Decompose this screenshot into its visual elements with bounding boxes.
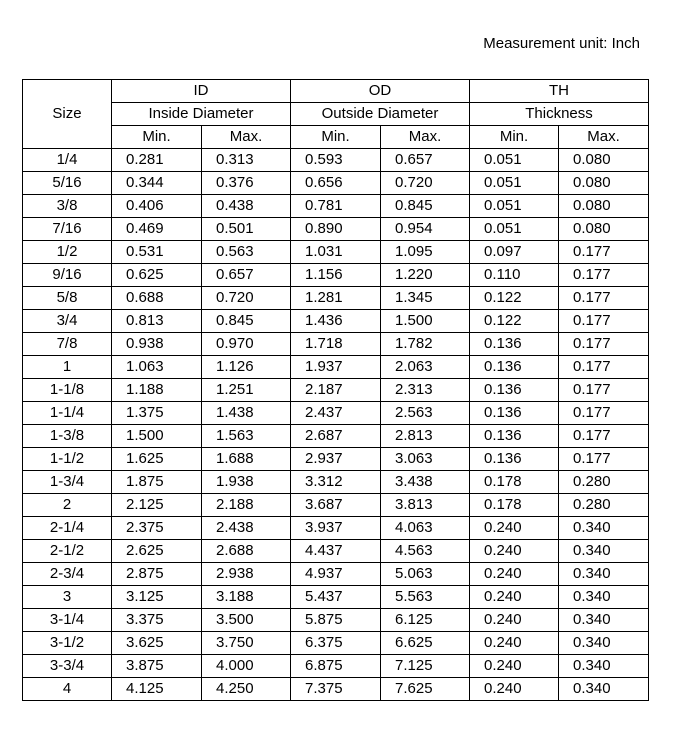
th-max-cell: 0.177 [559, 402, 649, 425]
size-cell: 3/4 [23, 310, 112, 333]
size-cell: 1-1/2 [23, 448, 112, 471]
th-max-cell: 0.177 [559, 379, 649, 402]
th-max-cell: 0.080 [559, 172, 649, 195]
id-max-cell: 0.657 [202, 264, 291, 287]
od-min-cell: 3.937 [291, 517, 381, 540]
table-row [23, 586, 649, 609]
th-min-cell: 0.240 [470, 655, 559, 678]
od-max-cell: 1.095 [381, 241, 470, 264]
th-min-cell: 0.240 [470, 609, 559, 632]
size-cell: 2 [23, 494, 112, 517]
size-cell: 9/16 [23, 264, 112, 287]
id-max-cell: 0.501 [202, 218, 291, 241]
th-max-cell: 0.080 [559, 149, 649, 172]
id-max-cell: 0.563 [202, 241, 291, 264]
od-min-cell: 2.437 [291, 402, 381, 425]
id-min-cell: 0.813 [112, 310, 202, 333]
id-min-cell: 0.281 [112, 149, 202, 172]
id-min-cell: 3.125 [112, 586, 202, 609]
th-max-cell: 0.177 [559, 448, 649, 471]
th-max-cell: 0.340 [559, 632, 649, 655]
table-row [23, 310, 649, 333]
size-cell: 7/16 [23, 218, 112, 241]
size-cell: 1-3/8 [23, 425, 112, 448]
size-cell: 5/16 [23, 172, 112, 195]
od-max-cell: 2.813 [381, 425, 470, 448]
measurement-unit-label: Measurement unit: Inch [483, 35, 640, 52]
od-min-cell: 5.875 [291, 609, 381, 632]
size-cell: 2-3/4 [23, 563, 112, 586]
id-max-cell: 2.188 [202, 494, 291, 517]
th-min-cell: 0.240 [470, 563, 559, 586]
table-row [23, 218, 649, 241]
id-min-cell: 0.938 [112, 333, 202, 356]
id-min-cell: 2.125 [112, 494, 202, 517]
size-cell: 3-3/4 [23, 655, 112, 678]
size-cell: 4 [23, 678, 112, 701]
id-max-cell: 0.438 [202, 195, 291, 218]
od-min-cell: 6.375 [291, 632, 381, 655]
th-header: TH [470, 80, 649, 103]
th-min-cell: 0.178 [470, 471, 559, 494]
od-min-cell: 2.937 [291, 448, 381, 471]
th-min-cell: 0.097 [470, 241, 559, 264]
table-row [23, 563, 649, 586]
th-min-cell: 0.110 [470, 264, 559, 287]
header-row-minmax [23, 126, 649, 149]
od-min-header: Min. [291, 126, 381, 149]
id-min-cell: 1.375 [112, 402, 202, 425]
th-max-cell: 0.080 [559, 218, 649, 241]
od-max-cell: 3.063 [381, 448, 470, 471]
id-max-cell: 1.688 [202, 448, 291, 471]
id-min-cell: 1.188 [112, 379, 202, 402]
od-max-cell: 1.500 [381, 310, 470, 333]
size-table [22, 79, 649, 701]
th-min-cell: 0.136 [470, 425, 559, 448]
table-row [23, 356, 649, 379]
size-cell: 1-3/4 [23, 471, 112, 494]
th-max-cell: 0.340 [559, 655, 649, 678]
th-max-cell: 0.177 [559, 333, 649, 356]
th-min-cell: 0.122 [470, 287, 559, 310]
id-min-cell: 4.125 [112, 678, 202, 701]
th-min-cell: 0.136 [470, 402, 559, 425]
th-min-cell: 0.240 [470, 586, 559, 609]
th-min-cell: 0.240 [470, 517, 559, 540]
od-min-cell: 4.937 [291, 563, 381, 586]
id-max-cell: 3.188 [202, 586, 291, 609]
id-max-cell: 3.750 [202, 632, 291, 655]
od-min-cell: 1.718 [291, 333, 381, 356]
th-max-cell: 0.340 [559, 678, 649, 701]
id-max-cell: 1.438 [202, 402, 291, 425]
id-min-cell: 0.344 [112, 172, 202, 195]
id-min-cell: 1.063 [112, 356, 202, 379]
id-min-cell: 0.688 [112, 287, 202, 310]
od-max-cell: 4.563 [381, 540, 470, 563]
table-row [23, 517, 649, 540]
size-cell: 7/8 [23, 333, 112, 356]
od-max-cell: 6.125 [381, 609, 470, 632]
th-min-cell: 0.240 [470, 632, 559, 655]
od-max-cell: 5.063 [381, 563, 470, 586]
id-header: ID [112, 80, 291, 103]
id-max-cell: 2.938 [202, 563, 291, 586]
table-row [23, 287, 649, 310]
id-max-cell: 4.000 [202, 655, 291, 678]
od-min-cell: 7.375 [291, 678, 381, 701]
size-cell: 3-1/2 [23, 632, 112, 655]
th-max-cell: 0.177 [559, 425, 649, 448]
th-max-cell: 0.280 [559, 471, 649, 494]
od-min-cell: 1.281 [291, 287, 381, 310]
id-max-cell: 1.251 [202, 379, 291, 402]
id-max-cell: 2.688 [202, 540, 291, 563]
size-cell: 1/2 [23, 241, 112, 264]
od-max-cell: 3.813 [381, 494, 470, 517]
th-min-cell: 0.136 [470, 356, 559, 379]
od-min-cell: 1.156 [291, 264, 381, 287]
size-cell: 3 [23, 586, 112, 609]
id-min-cell: 0.406 [112, 195, 202, 218]
id-max-cell: 0.845 [202, 310, 291, 333]
table-row [23, 655, 649, 678]
th-max-cell: 0.177 [559, 241, 649, 264]
outside-diameter-header: Outside Diameter [291, 103, 470, 126]
od-max-header: Max. [381, 126, 470, 149]
table-row [23, 448, 649, 471]
th-max-cell: 0.177 [559, 356, 649, 379]
table-row [23, 333, 649, 356]
od-min-cell: 1.436 [291, 310, 381, 333]
th-max-cell: 0.340 [559, 563, 649, 586]
th-min-cell: 0.051 [470, 149, 559, 172]
th-min-cell: 0.122 [470, 310, 559, 333]
th-max-cell: 0.280 [559, 494, 649, 517]
od-min-cell: 6.875 [291, 655, 381, 678]
id-min-header: Min. [112, 126, 202, 149]
od-min-cell: 3.687 [291, 494, 381, 517]
id-max-cell: 2.438 [202, 517, 291, 540]
id-max-cell: 0.376 [202, 172, 291, 195]
id-min-cell: 0.625 [112, 264, 202, 287]
od-max-cell: 0.657 [381, 149, 470, 172]
size-cell: 3-1/4 [23, 609, 112, 632]
od-min-cell: 1.031 [291, 241, 381, 264]
th-max-cell: 0.340 [559, 586, 649, 609]
size-cell: 1-1/4 [23, 402, 112, 425]
id-max-cell: 1.938 [202, 471, 291, 494]
table-row [23, 609, 649, 632]
od-min-cell: 1.937 [291, 356, 381, 379]
od-min-cell: 0.593 [291, 149, 381, 172]
size-cell: 2-1/4 [23, 517, 112, 540]
th-max-cell: 0.177 [559, 310, 649, 333]
od-max-cell: 1.782 [381, 333, 470, 356]
th-min-cell: 0.136 [470, 448, 559, 471]
id-max-header: Max. [202, 126, 291, 149]
od-max-cell: 7.125 [381, 655, 470, 678]
id-min-cell: 0.531 [112, 241, 202, 264]
size-cell: 1-1/8 [23, 379, 112, 402]
th-min-cell: 0.240 [470, 540, 559, 563]
inside-diameter-header: Inside Diameter [112, 103, 291, 126]
size-cell: 1/4 [23, 149, 112, 172]
od-min-cell: 0.656 [291, 172, 381, 195]
th-min-header: Min. [470, 126, 559, 149]
id-min-cell: 0.469 [112, 218, 202, 241]
id-max-cell: 0.313 [202, 149, 291, 172]
id-min-cell: 3.625 [112, 632, 202, 655]
table-row [23, 172, 649, 195]
th-max-cell: 0.340 [559, 517, 649, 540]
th-min-cell: 0.051 [470, 195, 559, 218]
header-row-names [23, 103, 649, 126]
th-max-cell: 0.177 [559, 287, 649, 310]
id-min-cell: 2.875 [112, 563, 202, 586]
th-max-cell: 0.340 [559, 540, 649, 563]
od-max-cell: 6.625 [381, 632, 470, 655]
od-max-cell: 2.563 [381, 402, 470, 425]
id-min-cell: 2.625 [112, 540, 202, 563]
th-max-cell: 0.080 [559, 195, 649, 218]
table-row [23, 241, 649, 264]
th-min-cell: 0.136 [470, 333, 559, 356]
size-cell: 1 [23, 356, 112, 379]
od-max-cell: 3.438 [381, 471, 470, 494]
od-min-cell: 3.312 [291, 471, 381, 494]
id-min-cell: 1.625 [112, 448, 202, 471]
th-max-header: Max. [559, 126, 649, 149]
id-max-cell: 1.126 [202, 356, 291, 379]
id-max-cell: 4.250 [202, 678, 291, 701]
od-max-cell: 4.063 [381, 517, 470, 540]
table-row [23, 494, 649, 517]
table-row [23, 540, 649, 563]
od-max-cell: 7.625 [381, 678, 470, 701]
size-cell: 3/8 [23, 195, 112, 218]
th-min-cell: 0.136 [470, 379, 559, 402]
od-header: OD [291, 80, 470, 103]
id-min-cell: 3.875 [112, 655, 202, 678]
od-min-cell: 4.437 [291, 540, 381, 563]
od-max-cell: 2.313 [381, 379, 470, 402]
table-row [23, 149, 649, 172]
id-min-cell: 1.500 [112, 425, 202, 448]
table-row [23, 195, 649, 218]
size-cell: 2-1/2 [23, 540, 112, 563]
table-row [23, 425, 649, 448]
od-max-cell: 0.845 [381, 195, 470, 218]
od-min-cell: 0.890 [291, 218, 381, 241]
od-max-cell: 2.063 [381, 356, 470, 379]
od-min-cell: 2.687 [291, 425, 381, 448]
table-row [23, 678, 649, 701]
th-max-cell: 0.177 [559, 264, 649, 287]
size-header: Size [23, 80, 112, 149]
od-max-cell: 0.720 [381, 172, 470, 195]
table-row [23, 632, 649, 655]
od-min-cell: 2.187 [291, 379, 381, 402]
size-cell: 5/8 [23, 287, 112, 310]
th-min-cell: 0.051 [470, 218, 559, 241]
id-max-cell: 1.563 [202, 425, 291, 448]
header-row-codes [23, 80, 649, 103]
id-max-cell: 0.720 [202, 287, 291, 310]
table-row [23, 264, 649, 287]
od-min-cell: 0.781 [291, 195, 381, 218]
id-max-cell: 3.500 [202, 609, 291, 632]
table-row [23, 402, 649, 425]
table-row [23, 379, 649, 402]
thickness-header: Thickness [470, 103, 649, 126]
id-min-cell: 3.375 [112, 609, 202, 632]
th-min-cell: 0.240 [470, 678, 559, 701]
th-min-cell: 0.178 [470, 494, 559, 517]
od-max-cell: 1.345 [381, 287, 470, 310]
od-max-cell: 1.220 [381, 264, 470, 287]
id-min-cell: 2.375 [112, 517, 202, 540]
od-max-cell: 0.954 [381, 218, 470, 241]
od-min-cell: 5.437 [291, 586, 381, 609]
table-row [23, 471, 649, 494]
th-min-cell: 0.051 [470, 172, 559, 195]
id-min-cell: 1.875 [112, 471, 202, 494]
id-max-cell: 0.970 [202, 333, 291, 356]
od-max-cell: 5.563 [381, 586, 470, 609]
th-max-cell: 0.340 [559, 609, 649, 632]
